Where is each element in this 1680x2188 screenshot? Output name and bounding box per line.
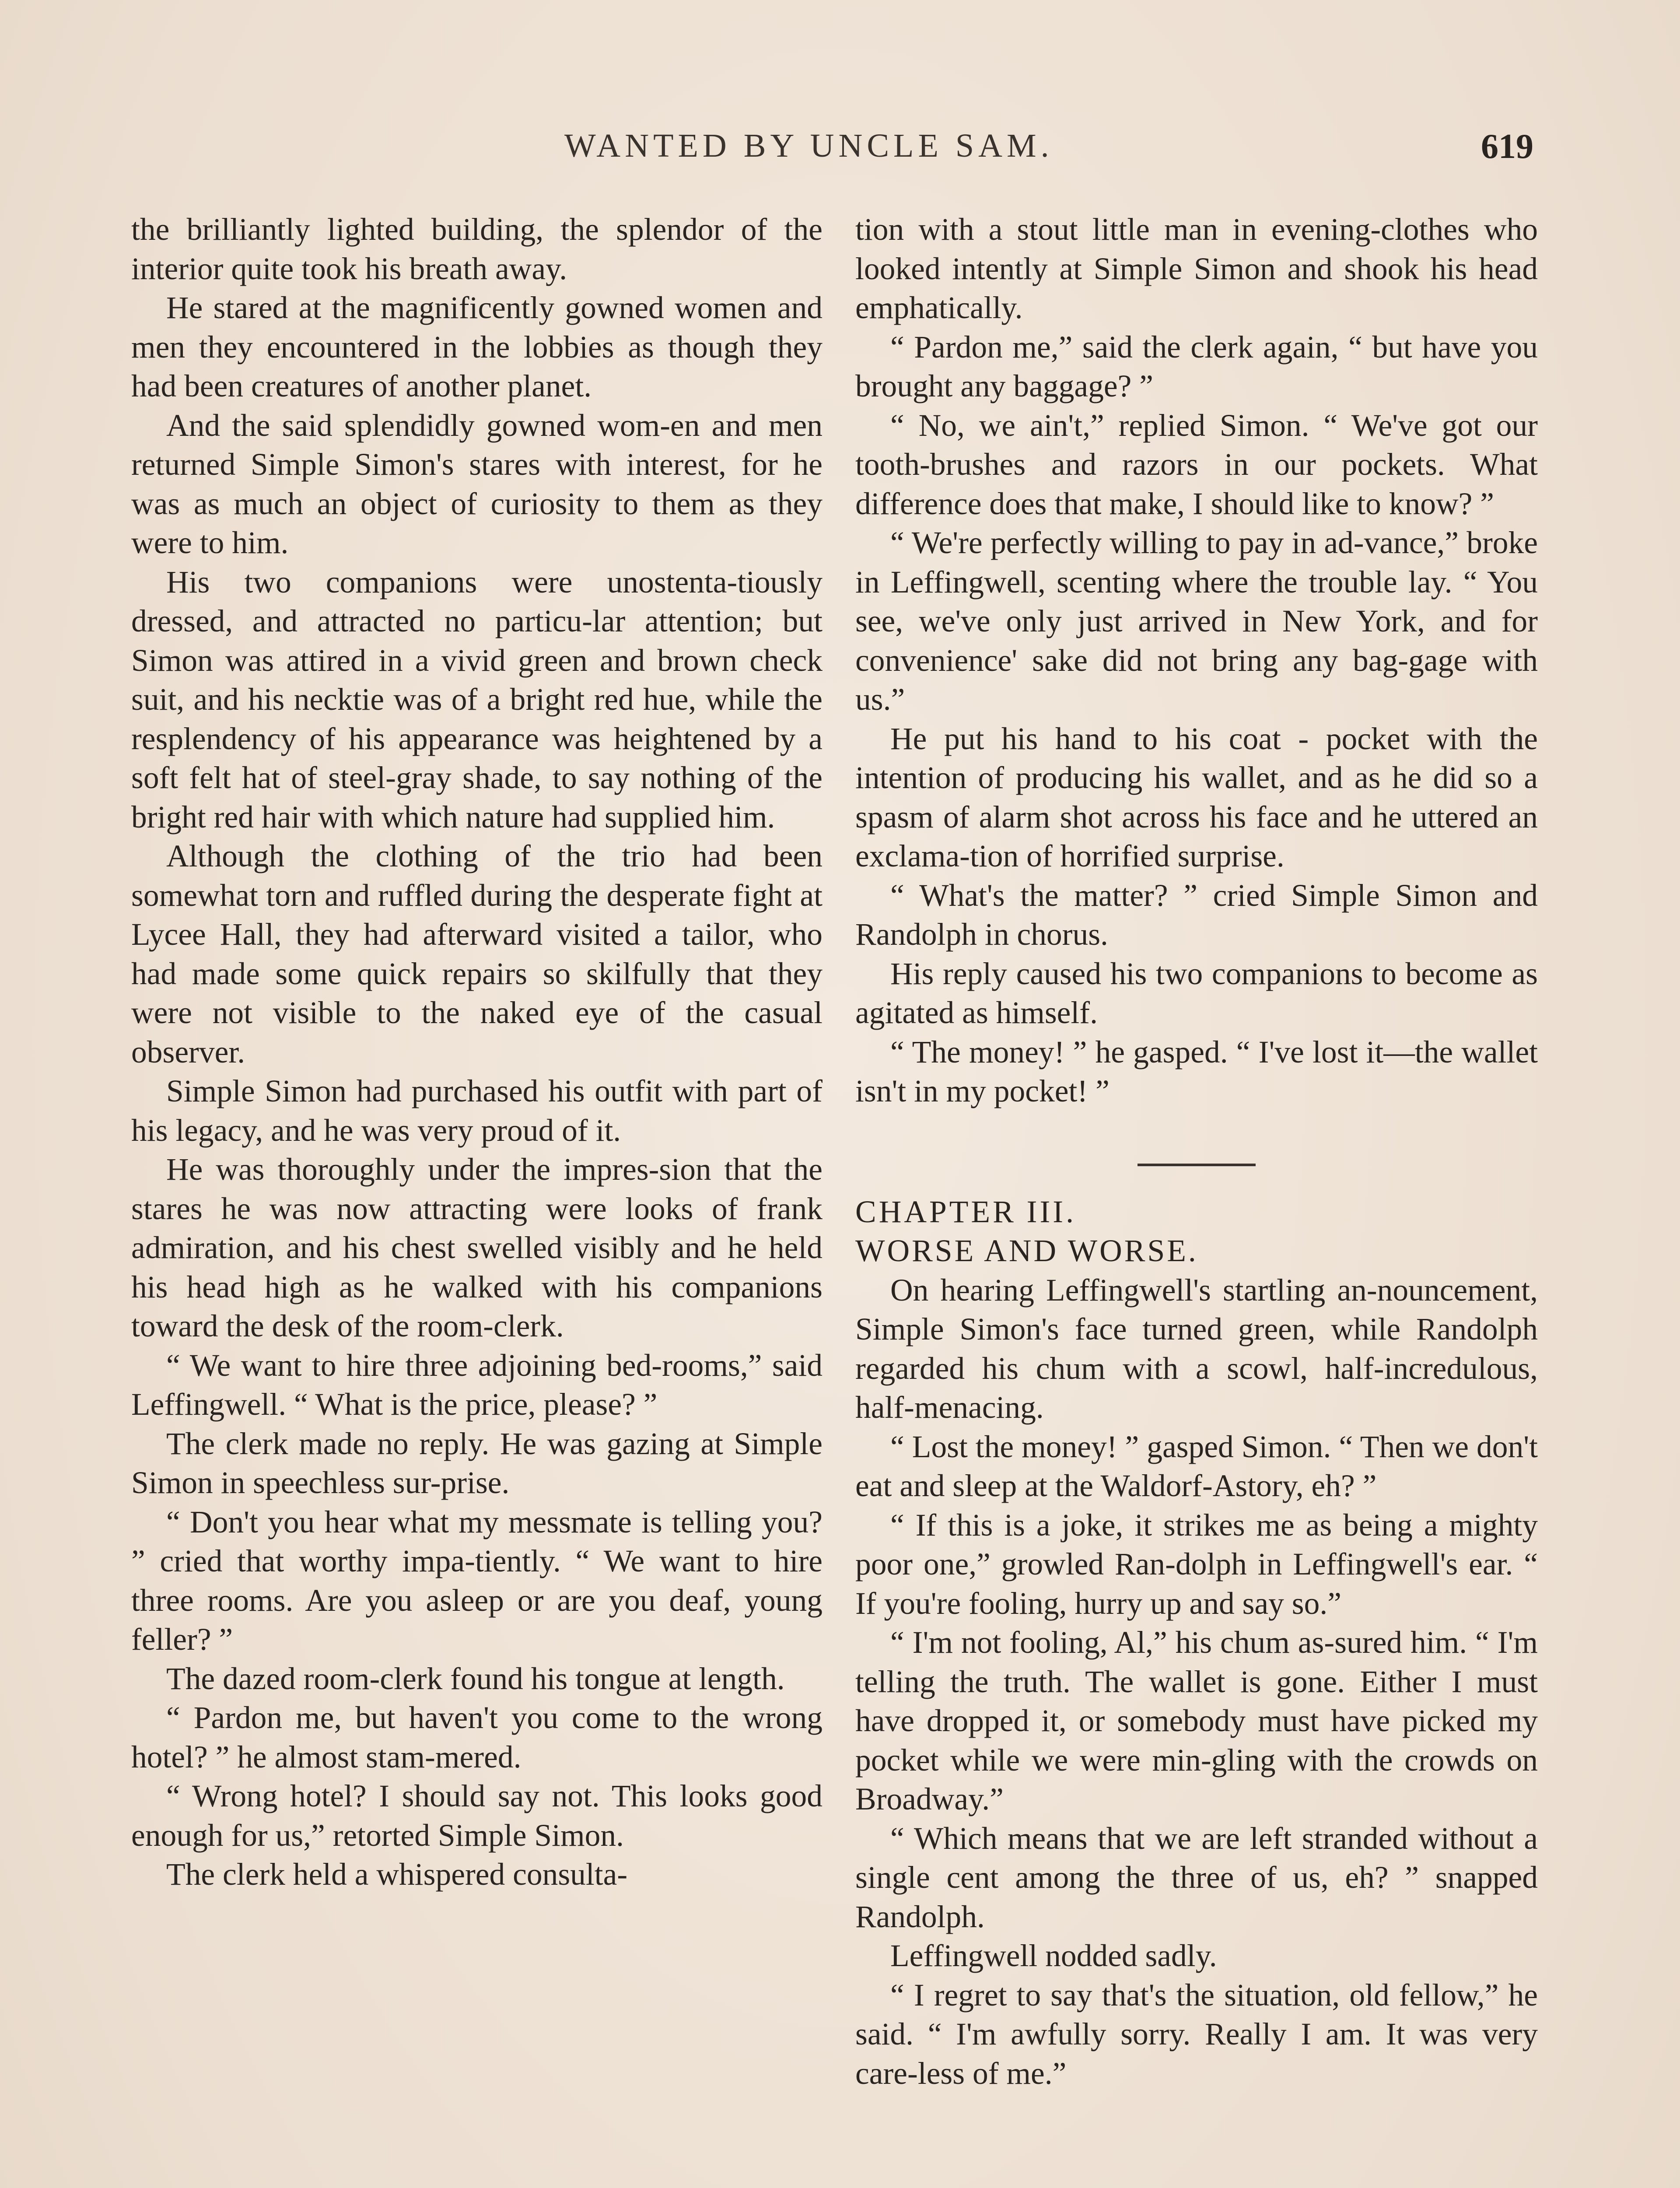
paragraph: The clerk made no reply. He was gazing at Simple Simon in speechless sur-prise. bbox=[131, 1426, 822, 1500]
paragraph: And the said splendidly gowned wom-en and men returned Simple Simon's stares with interest, for he was as much an object of curiosity to them as they were to him. bbox=[131, 408, 822, 560]
paragraph: tion with a stout little man in evening-clothes who looked intently at Simple Simon and shook his head emphatically. bbox=[855, 212, 1538, 325]
paragraph: “ What's the matter? ” cried Simple Simon and Randolph in chorus. bbox=[855, 878, 1538, 952]
paragraph: His reply caused his two companions to become as agitated as himself. bbox=[855, 956, 1538, 1030]
paragraph: “ If this is a joke, it strikes me as being a mighty poor one,” growled Ran-dolph in Leffingwell's ear. “ If you're fooling, hurry up and say so.” bbox=[855, 1508, 1538, 1621]
running-head bbox=[0, 127, 1680, 175]
paragraph: He was thoroughly under the impres-sion that the stares he was now attracting were looks of frank admiration, and his chest swelled visibly and he held his head high as he walked with his companions toward the desk of the room-clerk. bbox=[131, 1152, 822, 1343]
paragraph: He put his hand to his coat - pocket with the intention of producing his wallet, and as he did so a spasm of alarm shot across his face and he uttered an exclama-tion of horrified surprise. bbox=[855, 721, 1538, 873]
paragraph: “ Pardon me,” said the clerk again, “ but have you brought any baggage? ” bbox=[855, 330, 1538, 403]
paragraph: “ The money! ” he gasped. “ I've lost it—the wallet isn't in my pocket! ” bbox=[855, 1034, 1538, 1108]
paragraph: The dazed room-clerk found his tongue at length. bbox=[166, 1661, 785, 1696]
running-title: WANTED BY UNCLE SAM. bbox=[564, 127, 1054, 164]
paragraph: “ We're perfectly willing to pay in ad-vance,” broke in Leffingwell, scenting where the trouble lay. “ You see, we've only just arrived in New York, and for convenience' sake did not bring any bag-gage with us.” bbox=[855, 526, 1538, 717]
paragraph: “ No, we ain't,” replied Simon. “ We've got our tooth-brushes and razors in our pockets. What difference does that make, I should like to know? ” bbox=[855, 408, 1538, 521]
paragraph: the brilliantly lighted building, the splendor of the interior quite took his breath away. bbox=[131, 212, 822, 286]
chapter-title: CHAPTER III. bbox=[855, 1194, 1076, 1229]
paragraph: Although the clothing of the trio had been somewhat torn and ruffled during the desperate fight at Lycee Hall, they had afterward visited a tailor, who had made some quick repairs so skilfully that they were not visible to the naked eye of the casual observer. bbox=[131, 839, 822, 1069]
right-column bbox=[855, 210, 1538, 2093]
paragraph: The clerk held a whispered consulta- bbox=[166, 1857, 628, 1892]
paragraph: “ Pardon me, but haven't you come to the wrong hotel? ” he almost stam-mered. bbox=[131, 1701, 822, 1774]
left-column bbox=[131, 210, 822, 1894]
paragraph: Simple Simon had purchased his outfit with part of his legacy, and he was very proud of it. bbox=[131, 1074, 822, 1148]
paragraph: His two companions were unostenta-tiously dressed, and attracted no particu-lar attention; but Simon was attired in a vivid green and brown check suit, and his necktie was of a bright red hue, while the resplendency of his appearance was heightened by a soft felt hat of steel-gray shade, to say nothing of the bright red hair with which nature had supplied him. bbox=[131, 565, 822, 835]
paragraph: “ Don't you hear what my messmate is telling you? ” cried that worthy impa-tiently. “ We want to hire three rooms. Are you asleep or are you deaf, young feller? ” bbox=[131, 1504, 822, 1657]
paragraph: On hearing Leffingwell's startling an-nouncement, Simple Simon's face turned green, while Randolph regarded his chum with a scowl, half-incredulous, half-menacing. bbox=[855, 1273, 1538, 1425]
paragraph: “ Lost the money! ” gasped Simon. “ Then we don't eat and sleep at the Waldorf-Astory, eh? ” bbox=[855, 1429, 1538, 1503]
paragraph: “ I regret to say that's the situation, old fellow,” he said. “ I'm awfully sorry. Really I am. It was very care-less of me.” bbox=[855, 1978, 1538, 2091]
paragraph: “ Wrong hotel? I should say not. This looks good enough for us,” retorted Simple Simon. bbox=[131, 1779, 822, 1853]
paragraph: Leffingwell nodded sadly. bbox=[890, 1939, 1217, 1973]
paragraph: “ We want to hire three adjoining bed-rooms,” said Leffingwell. “ What is the price, please? ” bbox=[131, 1348, 822, 1422]
paragraph: “ I'm not fooling, Al,” his chum as-sured him. “ I'm telling the truth. The wallet is gone. Either I must have dropped it, or somebody must have picked my pocket while we were min-gling with the crowds on Broadway.” bbox=[855, 1625, 1538, 1816]
paragraph: “ Which means that we are left stranded without a single cent among the three of us, eh? ” snapped Randolph. bbox=[855, 1821, 1538, 1934]
section-divider bbox=[1138, 1164, 1256, 1166]
chapter-subtitle: WORSE AND WORSE. bbox=[855, 1234, 1198, 1268]
paragraph: He stared at the magnificently gowned women and men they encountered in the lobbies as though they had been creatures of another planet. bbox=[131, 291, 822, 403]
page-number: 619 bbox=[1481, 127, 1533, 166]
